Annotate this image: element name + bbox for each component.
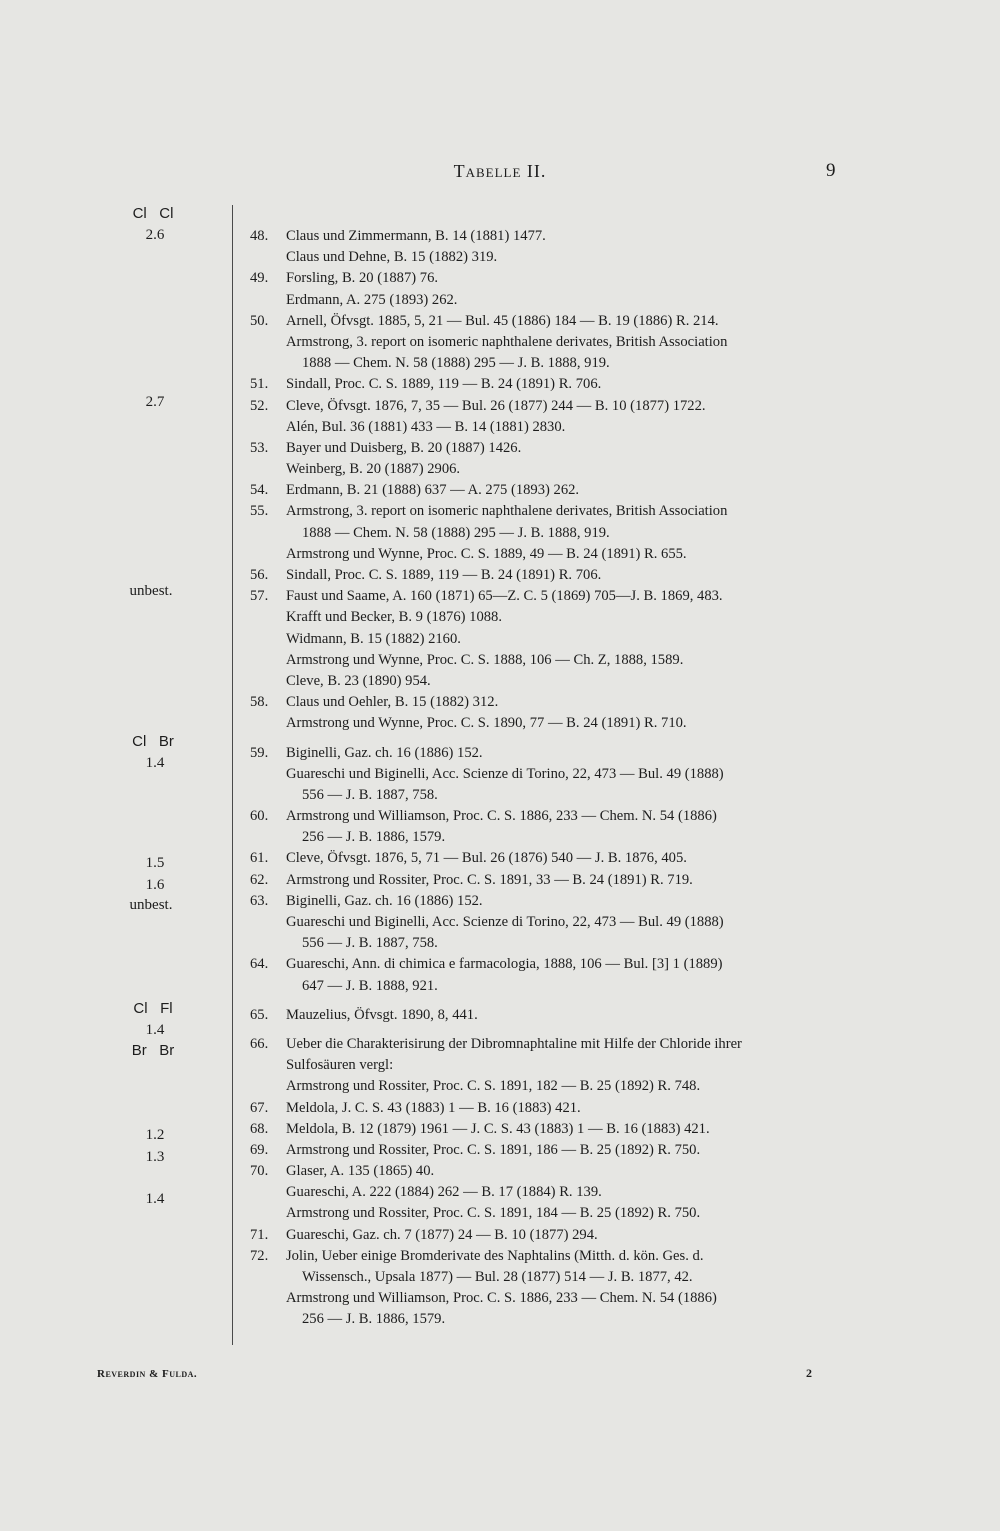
entry-text: Sindall, Proc. C. S. 1889, 119 — B. 24 (1891) R. 706.: [286, 376, 602, 393]
entry-number: 59.: [250, 744, 269, 761]
entry-number: 66.: [250, 1035, 269, 1052]
reference-continuation: [250, 1288, 840, 1309]
entry-number: 48.: [250, 228, 269, 244]
entry-text: Armstrong und Rossiter, Proc. C. S. 1891, 186 — B. 25 (1892) R. 750.: [286, 1141, 701, 1158]
entry-text: Jolin, Ueber einige Bromderivate des Naphtalins (Mitth. d. kön. Ges. d.: [286, 1247, 704, 1264]
entry-text: Cleve, Öfvsgt. 1876, 5, 71 — Bul. 26 (1876) 540 — J. B. 1876, 405.: [286, 850, 687, 867]
entry-number: 64.: [250, 956, 269, 973]
entry-text: Armstrong und Williamson, Proc. C. S. 1886, 233 — Chem. N. 54 (1886): [286, 1290, 717, 1307]
entry-text: Erdmann, B. 21 (1888) 637 — A. 275 (1893) 262.: [286, 482, 580, 499]
entry-text: Meldola, B. 12 (1879) 1961 — J. C. S. 43 (1883) 1 — B. 16 (1883) 421.: [286, 1120, 710, 1137]
reference-entry: [250, 311, 840, 332]
page-title: Tabelle II.: [453, 161, 547, 181]
left-heading-cl-cl: Cl Cl: [132, 205, 174, 222]
entry-number: 70.: [250, 1163, 269, 1180]
entry-number: 55.: [250, 503, 269, 520]
reference-entry: [250, 268, 840, 289]
reference-entry: [250, 806, 840, 827]
entry-text: Bayer und Duisberg, B. 20 (1887) 1426.: [286, 439, 522, 456]
entry-text: 647 — J. B. 1888, 921.: [302, 977, 438, 994]
reference-entry: [250, 501, 840, 522]
entry-gap: [250, 997, 840, 1005]
entry-text: Armstrong und Rossiter, Proc. C. S. 1891, 182 — B. 25 (1892) R. 748.: [286, 1078, 701, 1095]
reference-continuation: [250, 1309, 840, 1330]
column-divider: [232, 205, 233, 1345]
page-number: 9: [826, 160, 836, 181]
reference-entry: [250, 1225, 840, 1246]
reference-entry: [250, 743, 840, 764]
reference-continuation: [250, 1076, 840, 1097]
entry-text: Claus und Dehne, B. 15 (1882) 319.: [286, 249, 498, 266]
entry-text: Armstrong und Rossiter, Proc. C. S. 1891, 33 — B. 24 (1891) R. 719.: [286, 871, 693, 888]
reference-entry: [250, 438, 840, 459]
entry-number: 62.: [250, 871, 269, 888]
reference-continuation: [250, 544, 840, 565]
entry-number: 71.: [250, 1226, 269, 1243]
left-heading-cl-br: Cl Br: [132, 733, 174, 750]
left-value: 1.4: [145, 1022, 165, 1038]
entry-text: Sindall, Proc. C. S. 1889, 119 — B. 24 (1891) R. 706.: [286, 567, 602, 583]
reference-continuation: [250, 976, 840, 997]
entry-text: 1888 — Chem. N. 58 (1888) 295 — J. B. 1888, 919.: [302, 355, 610, 372]
reference-continuation: [250, 353, 840, 374]
entry-text: Guareschi und Biginelli, Acc. Scienze di Torino, 22, 473 — Bul. 49 (1888): [286, 914, 724, 930]
reference-continuation: [250, 827, 840, 848]
reference-continuation: [250, 912, 840, 933]
left-heading-cl-fl: Cl Fl: [133, 1000, 173, 1017]
reference-continuation: [250, 671, 840, 692]
entry-number: 68.: [250, 1120, 269, 1137]
reference-continuation: [250, 629, 840, 650]
entry-text: Armstrong, 3. report on isomeric naphthalene derivates, British Association: [286, 333, 728, 350]
reference-entry: [250, 1098, 840, 1119]
entry-text: Erdmann, A. 275 (1893) 262.: [286, 291, 458, 308]
entry-text: Claus und Oehler, B. 15 (1882) 312.: [286, 694, 499, 711]
entry-gap: [250, 735, 840, 743]
reference-entry: [250, 870, 840, 891]
entry-text: 556 — J. B. 1887, 758.: [302, 935, 438, 952]
reference-continuation: [250, 607, 840, 628]
entry-text: Guareschi, A. 222 (1884) 262 — B. 17 (1884) R. 139.: [286, 1184, 602, 1201]
left-value: unbest.: [129, 897, 173, 913]
entry-number: 53.: [250, 439, 269, 456]
entry-text: Mauzelius, Öfvsgt. 1890, 8, 441.: [286, 1006, 478, 1023]
entry-text: Meldola, J. C. S. 43 (1883) 1 — B. 16 (1883) 421.: [286, 1099, 581, 1116]
reference-entry: [250, 396, 840, 417]
reference-continuation: [250, 332, 840, 353]
reference-entry: [250, 1005, 840, 1026]
footer-signature: 2: [806, 1366, 812, 1380]
entry-text: Forsling, B. 20 (1887) 76.: [286, 270, 439, 287]
entry-text: Armstrong, 3. report on isomeric naphthalene derivates, British Association: [286, 503, 728, 520]
left-value: 1.4: [145, 755, 165, 771]
entry-text: Arnell, Öfvsgt. 1885, 5, 21 — Bul. 45 (1886) 184 — B. 19 (1886) R. 214.: [286, 312, 719, 329]
entry-text: 256 — J. B. 1886, 1579.: [302, 829, 446, 846]
reference-entry: [250, 1119, 840, 1140]
reference-entry: [250, 1140, 840, 1161]
reference-entry: [250, 565, 840, 586]
reference-entry: [250, 1246, 840, 1267]
entry-number: 61.: [250, 850, 269, 867]
reference-list: [250, 226, 840, 1331]
entry-text: Armstrong und Rossiter, Proc. C. S. 1891, 184 — B. 25 (1892) R. 750.: [286, 1205, 701, 1222]
reference-continuation: [250, 713, 840, 734]
entry-number: 57.: [250, 588, 269, 605]
reference-entry: [250, 226, 840, 247]
entry-text: Faust und Saame, A. 160 (1871) 65—Z. C. 5 (1869) 705—J. B. 1869, 483.: [286, 588, 723, 605]
entry-text: Guareschi und Biginelli, Acc. Scienze di Torino, 22, 473 — Bul. 49 (1888): [286, 765, 724, 782]
reference-continuation: [250, 290, 840, 311]
entry-text: Guareschi, Ann. di chimica e farmacologia, 1888, 106 — Bul. [3] 1 (1889): [286, 956, 723, 973]
entry-number: 49.: [250, 270, 269, 287]
left-value: 1.5: [145, 855, 165, 871]
entry-number: 56.: [250, 567, 269, 583]
reference-continuation: [250, 650, 840, 671]
entry-text: Ueber die Charakterisirung der Dibromnaphtaline mit Hilfe der Chloride ihrer: [286, 1035, 742, 1052]
entry-number: 69.: [250, 1141, 269, 1158]
left-value: 2.7: [145, 394, 165, 410]
left-value: 1.3: [145, 1149, 165, 1165]
left-value: 1.2: [145, 1127, 165, 1143]
reference-continuation: [250, 933, 840, 954]
entry-number: 51.: [250, 376, 269, 393]
footer-authors: Reverdin & Fulda.: [97, 1368, 198, 1380]
entry-text: Armstrong und Williamson, Proc. C. S. 1886, 233 — Chem. N. 54 (1886): [286, 808, 717, 825]
entry-text: 1888 — Chem. N. 58 (1888) 295 — J. B. 1888, 919.: [302, 524, 610, 541]
reference-continuation: [250, 1203, 840, 1224]
reference-continuation: [250, 1182, 840, 1203]
entry-number: 67.: [250, 1099, 269, 1116]
entry-number: 72.: [250, 1247, 269, 1264]
entry-text: Guareschi, Gaz. ch. 7 (1877) 24 — B. 10 (1877) 294.: [286, 1226, 598, 1243]
reference-continuation: [250, 523, 840, 544]
entry-number: 58.: [250, 694, 269, 711]
entry-text: Biginelli, Gaz. ch. 16 (1886) 152.: [286, 892, 483, 909]
reference-continuation: [250, 1267, 840, 1288]
left-heading-br-br: Br Br: [131, 1042, 175, 1059]
reference-continuation: [250, 1055, 840, 1076]
entry-text: Wissensch., Upsala 1877) — Bul. 28 (1877) 514 — J. B. 1877, 42.: [302, 1269, 693, 1285]
reference-entry: [250, 954, 840, 975]
reference-continuation: [250, 247, 840, 268]
reference-continuation: [250, 417, 840, 438]
entry-text: Cleve, Öfvsgt. 1876, 7, 35 — Bul. 26 (1877) 244 — B. 10 (1877) 1722.: [286, 397, 706, 414]
entry-text: Claus und Zimmermann, B. 14 (1881) 1477.: [286, 228, 546, 244]
reference-entry: [250, 848, 840, 869]
entry-text: Armstrong und Wynne, Proc. C. S. 1889, 49 — B. 24 (1891) R. 655.: [286, 545, 687, 562]
entry-text: Widmann, B. 15 (1882) 2160.: [286, 630, 461, 647]
entry-text: 556 — J. B. 1887, 758.: [302, 786, 438, 803]
entry-text: Glaser, A. 135 (1865) 40.: [286, 1163, 435, 1180]
reference-entry: [250, 1034, 840, 1055]
left-value: unbest.: [129, 583, 173, 599]
entry-text: 256 — J. B. 1886, 1579.: [302, 1311, 446, 1328]
entry-text: Biginelli, Gaz. ch. 16 (1886) 152.: [286, 744, 483, 761]
reference-entry: [250, 692, 840, 713]
left-value: 1.6: [145, 877, 165, 893]
reference-entry: [250, 480, 840, 501]
reference-entry: [250, 1161, 840, 1182]
reference-continuation: [250, 764, 840, 785]
left-value: 2.6: [145, 227, 165, 243]
entry-number: 63.: [250, 892, 269, 909]
entry-text: Armstrong und Wynne, Proc. C. S. 1890, 77 — B. 24 (1891) R. 710.: [286, 715, 687, 732]
entry-number: 50.: [250, 312, 269, 329]
entry-number: 60.: [250, 808, 269, 825]
left-value: 1.4: [145, 1191, 165, 1207]
entry-text: Alén, Bul. 36 (1881) 433 — B. 14 (1881) 2830.: [286, 418, 566, 435]
entry-text: Weinberg, B. 20 (1887) 2906.: [286, 461, 461, 478]
reference-entry: [250, 586, 840, 607]
entry-gap: [250, 1026, 840, 1034]
entry-number: 65.: [250, 1006, 269, 1023]
entry-text: Krafft und Becker, B. 9 (1876) 1088.: [286, 609, 502, 626]
entry-number: 54.: [250, 482, 269, 499]
entry-text: Cleve, B. 23 (1890) 954.: [286, 672, 431, 689]
reference-entry: [250, 891, 840, 912]
entry-number: 52.: [250, 397, 269, 414]
reference-entry: [250, 374, 840, 395]
entry-text: Sulfosäuren vergl:: [286, 1057, 394, 1074]
reference-continuation: [250, 785, 840, 806]
entry-text: Armstrong und Wynne, Proc. C. S. 1888, 106 — Ch. Z, 1888, 1589.: [286, 651, 684, 668]
reference-continuation: [250, 459, 840, 480]
